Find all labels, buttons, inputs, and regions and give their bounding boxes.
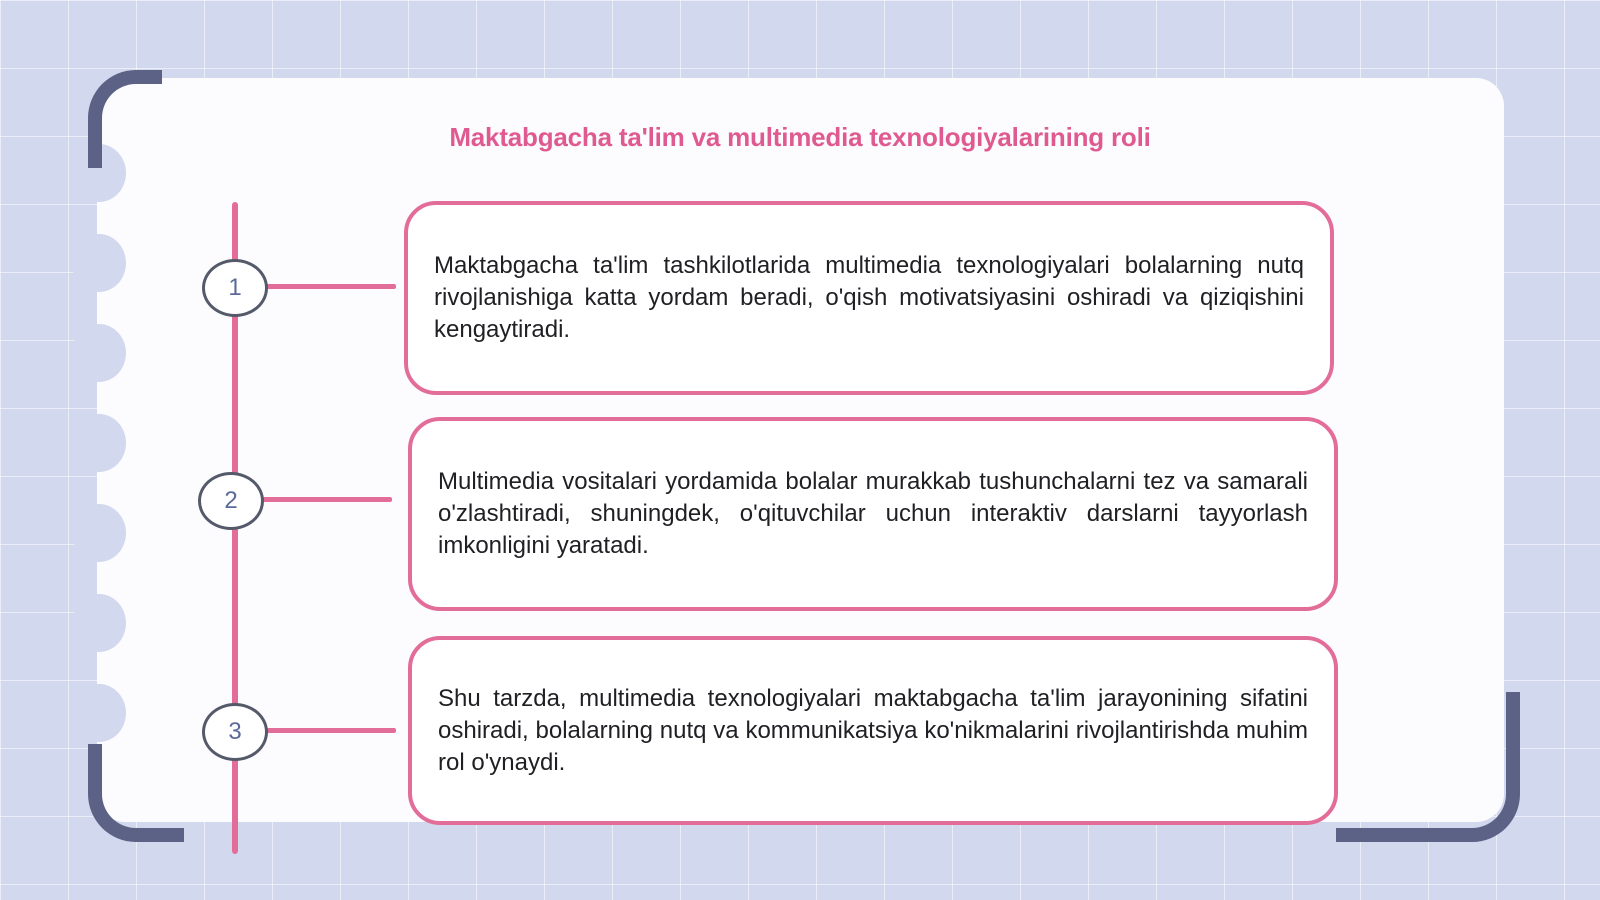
step-number-label: 1: [228, 274, 242, 301]
card-edge-scallop: [72, 414, 126, 472]
step-number-1: [202, 259, 268, 317]
frame-corner-bottom-right: [1336, 692, 1520, 842]
step-number-label: 2: [224, 487, 238, 514]
text-box-2: [408, 417, 1338, 611]
text-box-content: Shu tarzda, multimedia texnologiyalari maktabgacha ta'lim jarayonining sifatini oshiradi, bolalarning nutq va kommunikatsiya ko'nikmalarini rivojlantirishda muhim rol o'ynaydi.: [438, 684, 1308, 776]
timeline-connector-3: [266, 728, 396, 733]
step-number-3: [202, 703, 268, 761]
step-number-label: 3: [228, 718, 242, 745]
slide-title: Maktabgacha ta'lim va multimedia texnologiyalarining roli: [449, 122, 1151, 152]
timeline-connector-2: [262, 497, 392, 502]
card-edge-scallop: [72, 504, 126, 562]
card-edge-scallop: [72, 594, 126, 652]
timeline-connector-1: [266, 284, 396, 289]
frame-corner-top-left: [88, 70, 162, 168]
step-number-2: [198, 472, 264, 530]
text-box-content: Multimedia vositalari yordamida bolalar murakkab tushunchalarni tez va samarali o'zlashtiradi, shuningdek, o'qituvchilar uchun interaktiv darslarni tayyorlash imkonligini yaratadi.: [438, 468, 1308, 559]
text-box-1: [404, 201, 1334, 395]
text-box-content: Maktabgacha ta'lim tashkilotlarida multimedia texnologiyalari bolalarning nutq rivojlanishiga katta yordam beradi, o'qish motivatsiyasini oshiradi va qiziqishini kengaytiradi.: [434, 252, 1304, 343]
card-edge-scallop: [72, 684, 126, 742]
text-box-3: [408, 636, 1338, 825]
card-edge-scallop: [72, 234, 126, 292]
frame-corner-bottom-left: [88, 744, 184, 842]
card-edge-scallop: [72, 324, 126, 382]
